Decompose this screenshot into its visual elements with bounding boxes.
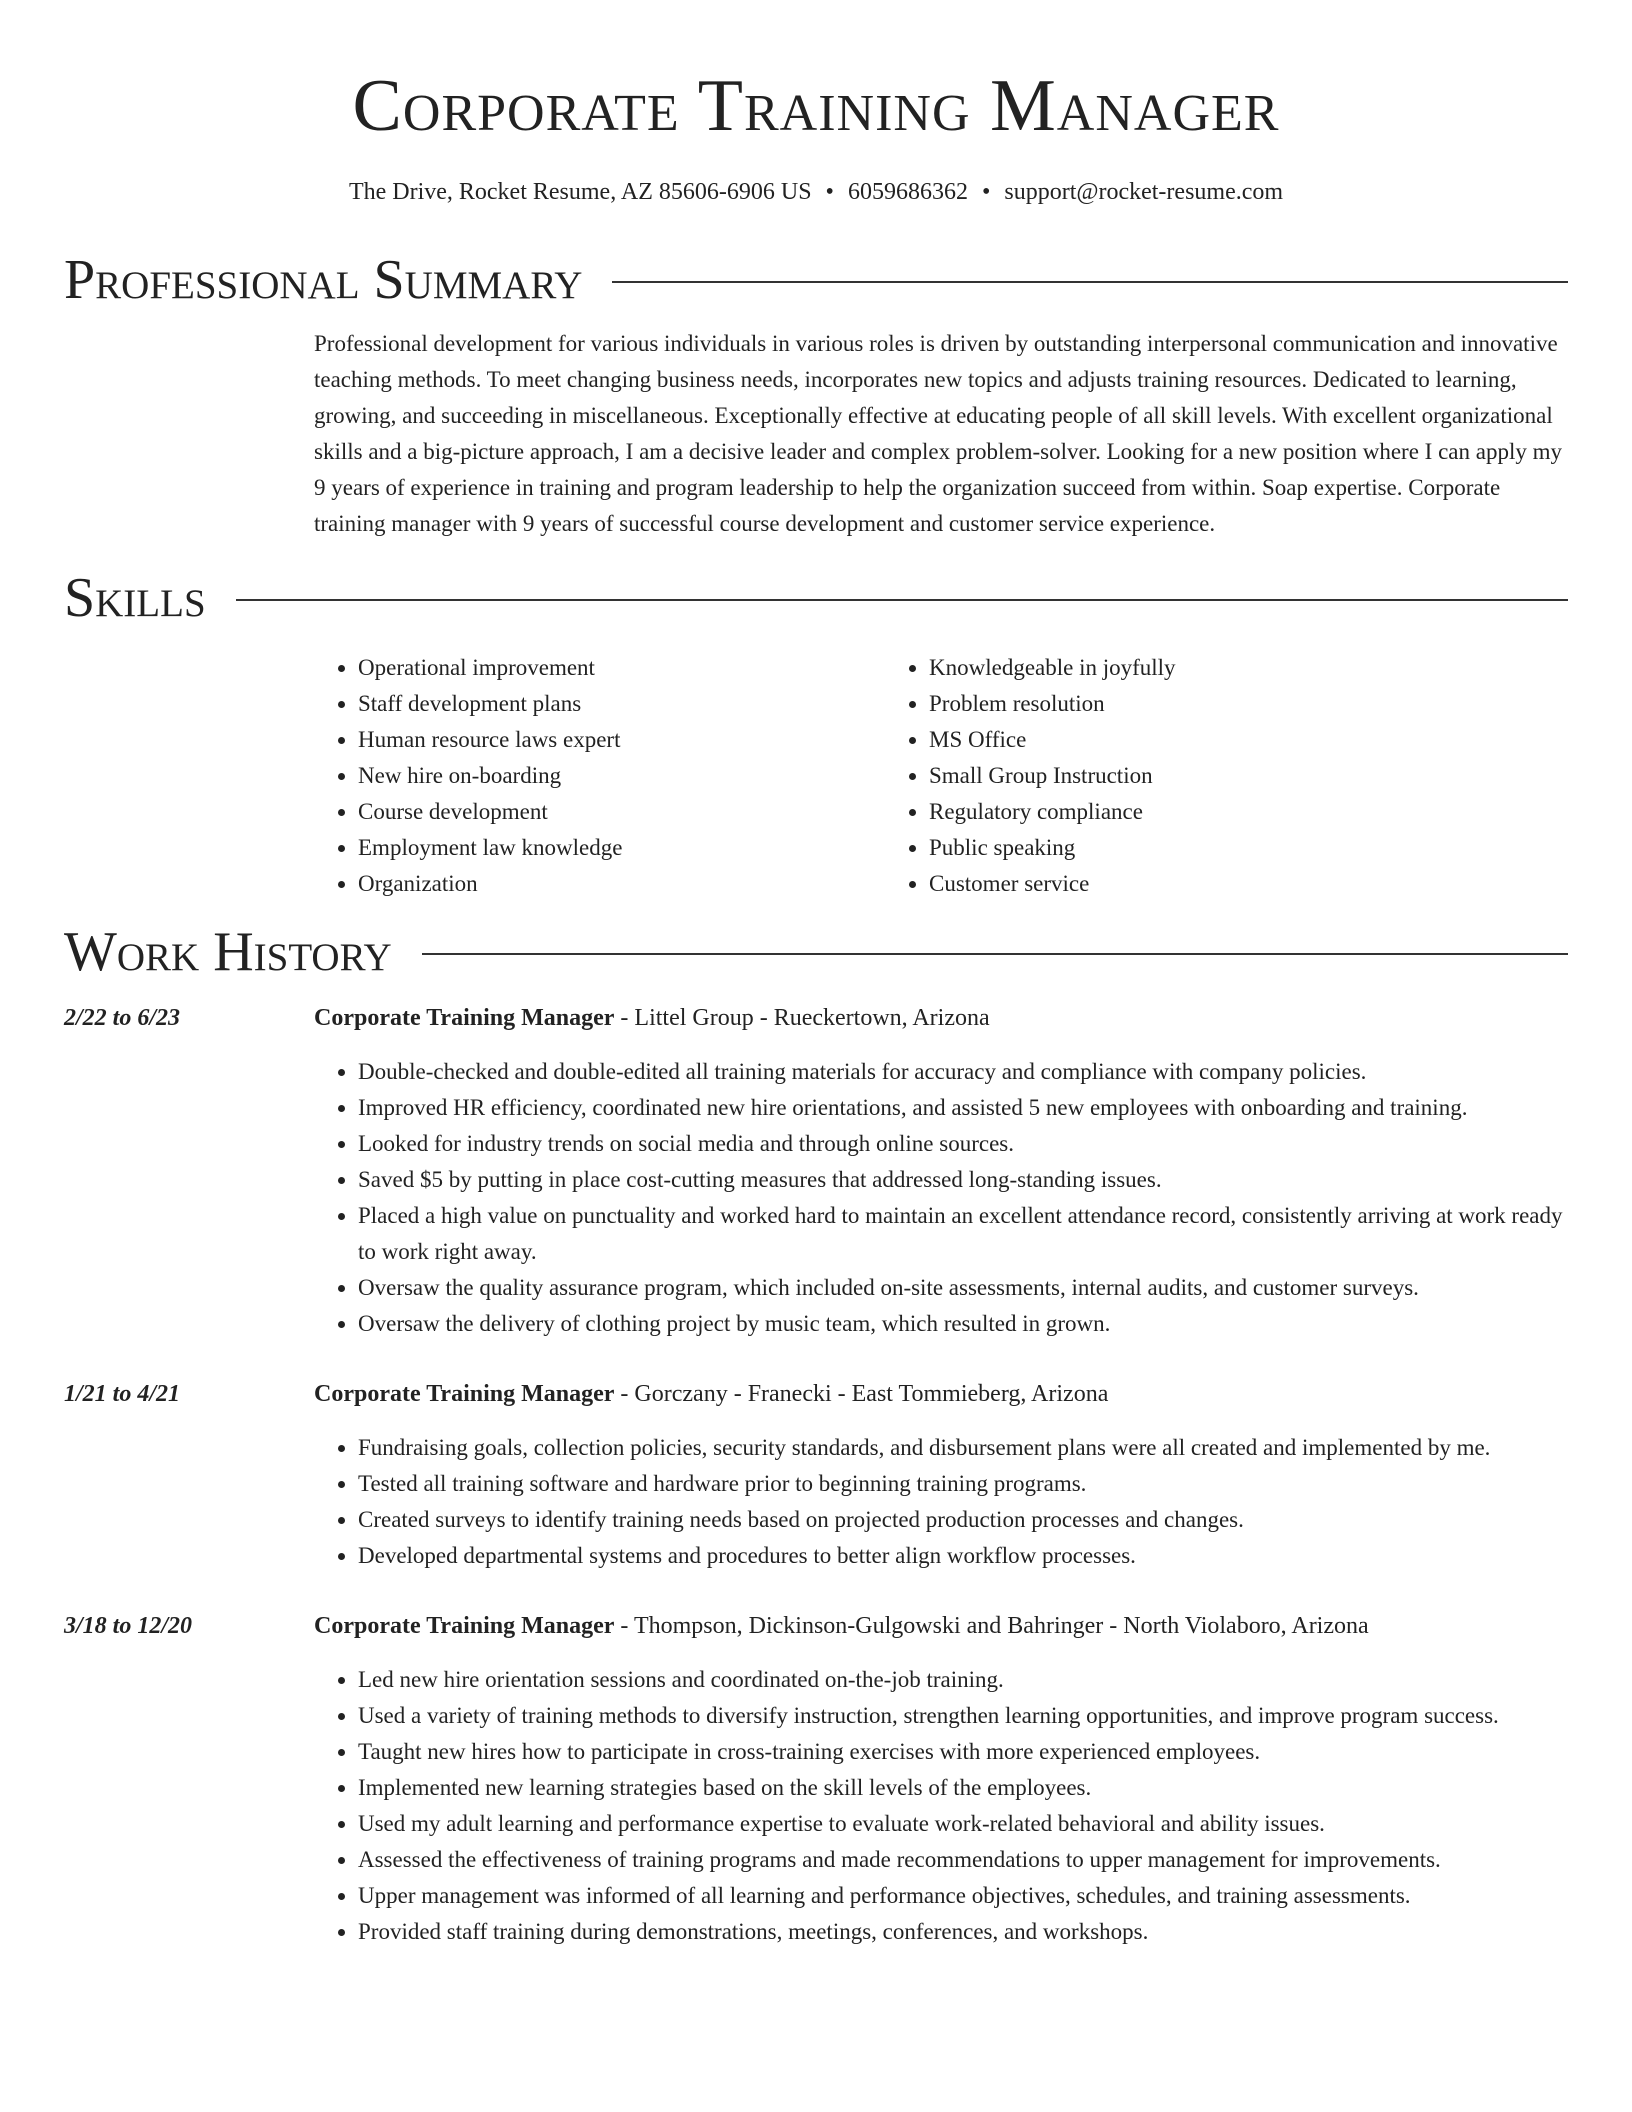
job-bullet: • Developed departmental systems and procedures to better align workflow processes. bbox=[358, 1538, 1568, 1574]
skill-item: • Problem resolution bbox=[929, 686, 1456, 722]
skills-list bbox=[314, 650, 1568, 902]
job-bullet: • Oversaw the delivery of clothing project by music team, which resulted in grown. bbox=[358, 1306, 1568, 1342]
skill-item: • New hire on-boarding bbox=[358, 758, 885, 794]
job-bullet: • Looked for industry trends on social media and through online sources. bbox=[358, 1126, 1568, 1162]
job-bullets bbox=[314, 1054, 1568, 1342]
job-title: Corporate Training Manager bbox=[314, 1613, 615, 1639]
job-detail bbox=[314, 1608, 1568, 1950]
job-detail bbox=[314, 1376, 1568, 1574]
job-bullet: • Double-checked and double-edited all training materials for accuracy and compliance with company policies. bbox=[358, 1054, 1568, 1090]
skill-item: • MS Office bbox=[929, 722, 1456, 758]
job-bullet: • Saved $5 by putting in place cost-cutting measures that addressed long-standing issues. bbox=[358, 1162, 1568, 1198]
phone: 6059686362 bbox=[847, 179, 968, 205]
job-bullet: • Fundraising goals, collection policies, security standards, and disbursement plans were all created and implemented by me. bbox=[358, 1430, 1568, 1466]
work-section-header bbox=[64, 920, 1568, 984]
email: support@rocket-resume.com bbox=[1004, 179, 1284, 205]
job-bullet: • Assessed the effectiveness of training programs and made recommendations to upper management for improvements. bbox=[358, 1842, 1568, 1878]
job-entry bbox=[64, 1000, 1568, 1342]
skill-item: • Customer service bbox=[929, 866, 1456, 902]
job-dates: 3/18 to 12/20 bbox=[64, 1613, 193, 1639]
job-bullet: • Provided staff training during demonstrations, meetings, conferences, and workshops. bbox=[358, 1914, 1568, 1950]
address: The Drive, Rocket Resume, AZ 85606-6906 US bbox=[348, 179, 812, 205]
job-bullet: • Used a variety of training methods to diversify instruction, strengthen learning opportunities, and improve program success. bbox=[358, 1698, 1568, 1734]
candidate-name: Corporate Training Manager bbox=[352, 65, 1280, 147]
skills-section-header bbox=[64, 566, 1568, 630]
skill-item: • Operational improvement bbox=[358, 650, 885, 686]
job-detail bbox=[314, 1000, 1568, 1342]
summary-text: Professional development for various individuals in various roles is driven by outstanding interpersonal communication and innovative teaching methods. To meet changing business needs, incorporates new topics and adjusts training resources. Dedicated to learning, growing, and succeeding in miscellaneous. Exceptionally effective at educating people of all skill levels. With excellent organizational skills and a big-picture approach, I am a decisive leader and complex problem-solver. Looking for a new position where I can apply my 9 years of experience in training and program leadership to help the organization succeed from within. Soap expertise. Corporate training manager with 9 years of successful course development and customer service experience. bbox=[314, 331, 1562, 536]
skill-item: • Employment law knowledge bbox=[358, 830, 885, 866]
job-bullet: • Tested all training software and hardware prior to beginning training programs. bbox=[358, 1466, 1568, 1502]
skill-item: • Human resource laws expert bbox=[358, 722, 885, 758]
skills-heading: Skills bbox=[64, 567, 206, 629]
job-bullet: • Improved HR efficiency, coordinated new hire orientations, and assisted 5 new employees with onboarding and training. bbox=[358, 1090, 1568, 1126]
job-company: - Gorczany - Franecki - East Tommieberg, Arizona bbox=[614, 1381, 1109, 1407]
job-bullet: • Oversaw the quality assurance program, which included on-site assessments, internal audits, and customer surveys. bbox=[358, 1270, 1568, 1306]
job-bullet: • Led new hire orientation sessions and coordinated on-the-job training. bbox=[358, 1662, 1568, 1698]
job-bullet: • Upper management was informed of all learning and performance objectives, schedules, and training assessments. bbox=[358, 1878, 1568, 1914]
section-divider bbox=[236, 599, 1568, 601]
skill-item: • Small Group Instruction bbox=[929, 758, 1456, 794]
job-dates: 2/22 to 6/23 bbox=[64, 1005, 181, 1031]
job-title-line bbox=[314, 1608, 1568, 1644]
skills-column-right bbox=[885, 650, 1456, 902]
job-bullets bbox=[314, 1662, 1568, 1950]
work-heading: Work History bbox=[64, 921, 392, 983]
summary-heading: Professional Summary bbox=[64, 249, 583, 311]
section-divider bbox=[612, 281, 1568, 283]
skills-column-left bbox=[314, 650, 885, 902]
job-entry bbox=[64, 1608, 1568, 1950]
section-divider bbox=[422, 953, 1568, 955]
separator-bullet: • bbox=[825, 179, 834, 205]
job-title-line bbox=[314, 1376, 1568, 1412]
skill-item: • Course development bbox=[358, 794, 885, 830]
separator-bullet: • bbox=[981, 179, 991, 205]
resume-page bbox=[64, 0, 1568, 1950]
skill-item: • Organization bbox=[358, 866, 885, 902]
job-title-line bbox=[314, 1000, 1568, 1036]
job-company: - Littel Group - Rueckertown, Arizona bbox=[614, 1005, 990, 1031]
skill-item: • Knowledgeable in joyfully bbox=[929, 650, 1456, 686]
skill-item: • Regulatory compliance bbox=[929, 794, 1456, 830]
skill-item: • Public speaking bbox=[929, 830, 1456, 866]
job-entry bbox=[64, 1376, 1568, 1574]
job-dates: 1/21 to 4/21 bbox=[64, 1381, 181, 1407]
job-bullet: • Created surveys to identify training needs based on projected production processes and changes. bbox=[358, 1502, 1568, 1538]
job-title: Corporate Training Manager bbox=[314, 1005, 615, 1031]
job-bullet: • Placed a high value on punctuality and worked hard to maintain an excellent attendance record, consistently arriving at work ready to work right away. bbox=[358, 1198, 1568, 1270]
job-bullet: • Used my adult learning and performance expertise to evaluate work-related behavioral and ability issues. bbox=[358, 1806, 1568, 1842]
job-bullet: • Implemented new learning strategies based on the skill levels of the employees. bbox=[358, 1770, 1568, 1806]
job-bullet: • Taught new hires how to participate in cross-training exercises with more experienced employees. bbox=[358, 1734, 1568, 1770]
skill-item: • Staff development plans bbox=[358, 686, 885, 722]
job-bullets bbox=[314, 1430, 1568, 1574]
summary-section-header bbox=[64, 248, 1568, 312]
job-company: - Thompson, Dickinson-Gulgowski and Bahringer - North Violaboro, Arizona bbox=[614, 1613, 1369, 1639]
job-title: Corporate Training Manager bbox=[314, 1381, 615, 1407]
contact-line bbox=[64, 176, 1568, 208]
